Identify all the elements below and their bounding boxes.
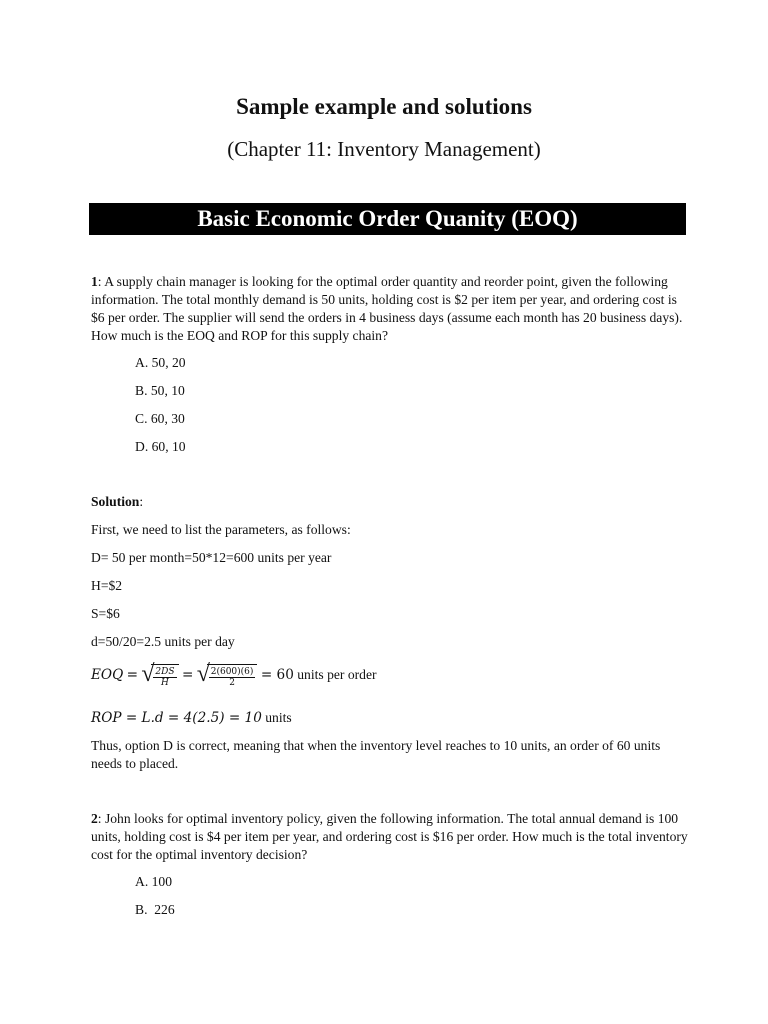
question-2 <box>91 810 691 864</box>
question-1-option-d: D. 60, 10 <box>135 439 186 454</box>
eoq-equals-1: = <box>126 667 139 684</box>
radical-icon: √ <box>196 661 210 687</box>
eoq-frac1-denominator: H <box>161 678 169 688</box>
page-title: Sample example and solutions <box>236 94 532 119</box>
eoq-equation <box>91 661 377 688</box>
eoq-unit: units per order <box>293 667 377 683</box>
question-1-option-b: B. 50, 10 <box>135 383 185 398</box>
eoq-equals-2: = <box>181 667 194 684</box>
solution-intro: First, we need to list the parameters, as follows: <box>91 522 351 537</box>
eoq-result: = 60 <box>260 667 294 684</box>
solution-colon: : <box>139 494 144 509</box>
question-1-text: : A supply chain manager is looking for the optimal order quantity and reorder point, given the following information. The total monthly demand is 50 units, holding cost is $2 per item per year, and ordering cost is $6 per order. The supplier will send the orders in 4 business days (assume each month has 20 business days). How much is the EOQ and ROP for this supply chain? <box>91 274 683 343</box>
param-ordering-cost: S=$6 <box>91 606 120 621</box>
eoq-frac2-numerator: 2(600)(6) <box>210 667 254 677</box>
solution-conclusion: Thus, option D is correct, meaning that when the inventory level reaches to 10 units, an order of 60 units needs to placed. <box>91 738 661 771</box>
question-2-number: 2 <box>91 811 98 826</box>
rop-unit: units <box>261 710 292 725</box>
section-banner: Basic Economic Order Quanity (EOQ) <box>89 203 686 235</box>
eoq-sqrt-1 <box>141 661 178 688</box>
question-1-option-c: C. 60, 30 <box>135 411 185 426</box>
page-subtitle: (Chapter 11: Inventory Management) <box>227 137 541 161</box>
eoq-lhs: EOQ <box>91 667 124 684</box>
param-daily-demand: d=50/20=2.5 units per day <box>91 634 235 649</box>
solution-heading <box>91 493 143 511</box>
question-1 <box>91 273 691 345</box>
question-2-option-a: A. 100 <box>135 874 173 889</box>
question-1-option-a: A. 50, 20 <box>135 355 186 370</box>
param-demand: D= 50 per month=50*12=600 units per year <box>91 550 332 565</box>
param-holding-cost: H=$2 <box>91 578 123 593</box>
eoq-frac2-denominator: 2 <box>229 678 235 688</box>
question-2-option-b: B. 226 <box>135 902 175 917</box>
rop-equation <box>91 709 292 727</box>
eoq-sqrt-2 <box>196 661 258 688</box>
solution-label: Solution <box>91 494 140 509</box>
eoq-frac1-numerator: 2DS <box>155 667 175 677</box>
question-2-text: : John looks for optimal inventory policy, given the following information. The total annual demand is 100 units, holding cost is $4 per item per year, and ordering cost is $16 per order. How much is the total inventory cost for the optimal inventory decision? <box>91 811 688 862</box>
radical-icon: √ <box>141 661 155 687</box>
question-1-number: 1 <box>91 274 98 289</box>
rop-expression: ROP = L.d = 4(2.5) = 10 <box>91 710 262 726</box>
